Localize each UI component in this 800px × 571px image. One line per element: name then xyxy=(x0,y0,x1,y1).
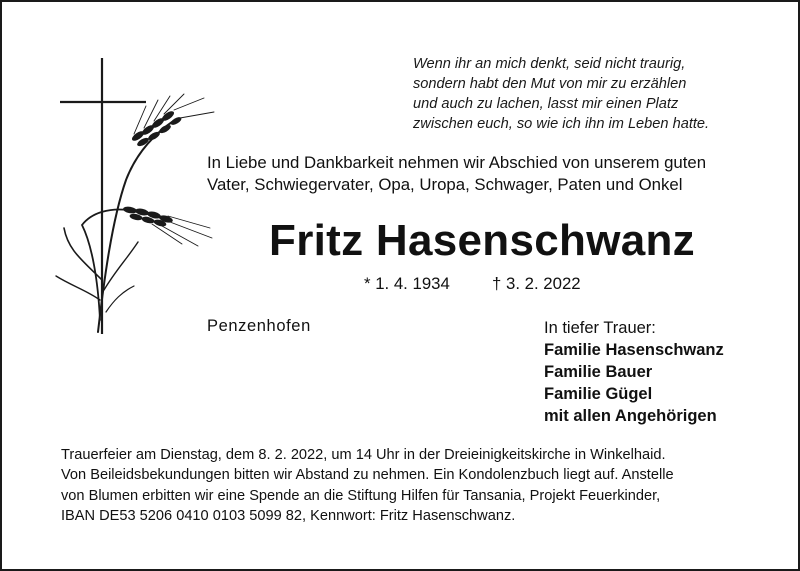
notice-line: Von Beileidsbekundungen bitten wir Abstand zu nehmen. Ein Kondolenzbuch liegt auf. Anstelle xyxy=(61,467,674,484)
mourner-family: Familie Bauer xyxy=(544,363,653,381)
poem-line: sondern habt den Mut von mir zu erzählen xyxy=(413,76,687,92)
location: Penzenhofen xyxy=(207,317,311,335)
intro-line: Vater, Schwiegervater, Opa, Uropa, Schwager, Paten und Onkel xyxy=(207,175,683,194)
farewell-intro xyxy=(207,152,787,196)
poem-line: und auch zu lachen, lasst mir einen Platz xyxy=(413,96,679,112)
funeral-notice xyxy=(61,445,761,526)
mourners-block xyxy=(544,317,784,427)
deceased-name: Fritz Hasenschwanz xyxy=(269,216,695,265)
wheat-icon xyxy=(56,94,214,332)
cross-wheat-emblem xyxy=(42,50,222,340)
intro-line: In Liebe und Dankbarkeit nehmen wir Abschied von unserem guten xyxy=(207,153,707,172)
notice-line: von Blumen erbitten wir eine Spende an die Stiftung Hilfen für Tansania, Projekt Feuerkinder, xyxy=(61,487,661,504)
mourners-heading: In tiefer Trauer: xyxy=(544,319,656,337)
mourner-family: mit allen Angehörigen xyxy=(544,407,717,425)
notice-line: Trauerfeier am Dienstag, dem 8. 2. 2022, um 14 Uhr in der Dreieinigkeitskirche in Winkelhaid. xyxy=(61,447,666,463)
mourner-family: Familie Hasenschwanz xyxy=(544,341,724,359)
death-date: † 3. 2. 2022 xyxy=(492,274,581,293)
mourner-family: Familie Gügel xyxy=(544,385,653,403)
notice-line: IBAN DE53 5206 0410 0103 5099 82, Kennwort: Fritz Hasenschwanz. xyxy=(61,507,516,524)
poem-line: Wenn ihr an mich denkt, seid nicht traurig, xyxy=(413,56,686,72)
poem xyxy=(413,54,773,134)
poem-line: zwischen euch, so wie ich ihn im Leben hatte. xyxy=(413,116,710,132)
birth-date: * 1. 4. 1934 xyxy=(364,274,450,293)
